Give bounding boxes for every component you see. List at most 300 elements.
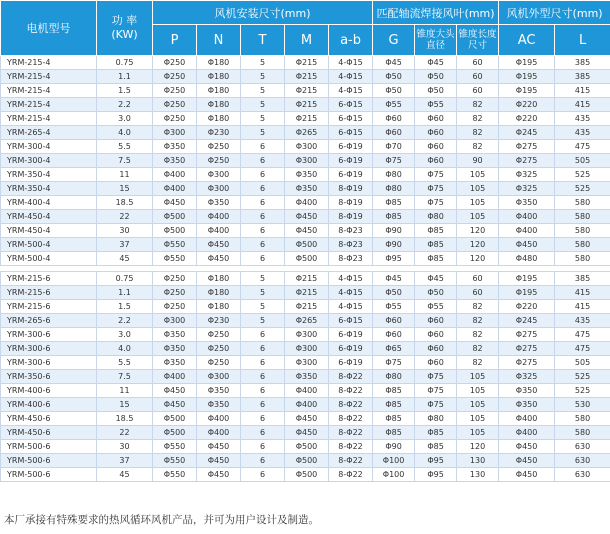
cell-cone-diameter: Φ60 — [415, 328, 457, 342]
cell-m: Φ265 — [285, 126, 329, 140]
cell-cone-diameter: Φ85 — [415, 440, 457, 454]
cell-t: 6 — [241, 440, 285, 454]
cell-ab: 4-Φ15 — [329, 70, 373, 84]
cell-ac: Φ195 — [499, 84, 555, 98]
cell-cone-length: 60 — [457, 56, 499, 70]
cell-ab: 8-Φ22 — [329, 370, 373, 384]
cell-ac: Φ195 — [499, 286, 555, 300]
cell-p: Φ350 — [153, 328, 197, 342]
cell-m: Φ300 — [285, 328, 329, 342]
cell-p: Φ300 — [153, 126, 197, 140]
cell-cone-diameter: Φ80 — [415, 412, 457, 426]
cell-p: Φ550 — [153, 468, 197, 482]
cell-power: 22 — [97, 426, 153, 440]
cell-n: Φ180 — [197, 70, 241, 84]
cell-ac: Φ245 — [499, 314, 555, 328]
table-row — [1, 370, 610, 384]
cell-power: 3.0 — [97, 328, 153, 342]
cell-model: YRM-500-6 — [1, 440, 97, 454]
cell-p: Φ350 — [153, 154, 197, 168]
table-row — [1, 426, 610, 440]
cell-ac: Φ195 — [499, 272, 555, 286]
cell-cone-diameter: Φ85 — [415, 224, 457, 238]
cell-model: YRM-400-6 — [1, 398, 97, 412]
cell-l: 435 — [555, 126, 610, 140]
table-row — [1, 56, 610, 70]
cell-g: Φ50 — [373, 84, 415, 98]
cell-g: Φ80 — [373, 370, 415, 384]
cell-n: Φ250 — [197, 154, 241, 168]
cell-m: Φ300 — [285, 154, 329, 168]
cell-n: Φ250 — [197, 328, 241, 342]
cell-model: YRM-450-6 — [1, 426, 97, 440]
cell-p: Φ300 — [153, 314, 197, 328]
cell-n: Φ300 — [197, 370, 241, 384]
cell-model: YRM-350-4 — [1, 182, 97, 196]
cell-n: Φ450 — [197, 454, 241, 468]
table-row — [1, 154, 610, 168]
table-row — [1, 356, 610, 370]
cell-cone-diameter: Φ60 — [415, 356, 457, 370]
cell-n: Φ180 — [197, 300, 241, 314]
cell-l: 435 — [555, 314, 610, 328]
cell-n: Φ250 — [197, 356, 241, 370]
cell-power: 37 — [97, 454, 153, 468]
cell-ac: Φ275 — [499, 140, 555, 154]
cell-t: 6 — [241, 140, 285, 154]
cell-cone-length: 105 — [457, 412, 499, 426]
cell-ab: 6-Φ19 — [329, 140, 373, 154]
cell-p: Φ450 — [153, 384, 197, 398]
cell-t: 5 — [241, 126, 285, 140]
cell-n: Φ450 — [197, 252, 241, 266]
table-row — [1, 468, 610, 482]
cell-g: Φ60 — [373, 112, 415, 126]
cell-n: Φ250 — [197, 342, 241, 356]
cell-cone-length: 105 — [457, 210, 499, 224]
cell-t: 6 — [241, 154, 285, 168]
cell-n: Φ400 — [197, 210, 241, 224]
cell-cone-diameter: Φ60 — [415, 126, 457, 140]
cell-ac: Φ450 — [499, 454, 555, 468]
cell-cone-length: 82 — [457, 328, 499, 342]
cell-cone-length: 105 — [457, 384, 499, 398]
cell-t: 6 — [241, 182, 285, 196]
cell-cone-diameter: Φ80 — [415, 210, 457, 224]
table-row — [1, 342, 610, 356]
cell-m: Φ500 — [285, 252, 329, 266]
table-row — [1, 412, 610, 426]
table-row — [1, 224, 610, 238]
cell-ab: 6-Φ19 — [329, 328, 373, 342]
cell-l: 475 — [555, 342, 610, 356]
cell-cone-diameter: Φ75 — [415, 182, 457, 196]
cell-ab: 6-Φ15 — [329, 112, 373, 126]
cell-p: Φ500 — [153, 412, 197, 426]
cell-ab: 8-Φ23 — [329, 252, 373, 266]
cell-n: Φ300 — [197, 182, 241, 196]
cell-n: Φ350 — [197, 384, 241, 398]
cell-cone-diameter: Φ60 — [415, 112, 457, 126]
cell-power: 5.5 — [97, 140, 153, 154]
table-row — [1, 168, 610, 182]
cell-model: YRM-300-4 — [1, 140, 97, 154]
cell-m: Φ500 — [285, 440, 329, 454]
header-l: L — [555, 25, 610, 56]
cell-m: Φ215 — [285, 272, 329, 286]
cell-cone-diameter: Φ75 — [415, 384, 457, 398]
cell-n: Φ400 — [197, 224, 241, 238]
cell-g: Φ75 — [373, 154, 415, 168]
cell-g: Φ85 — [373, 398, 415, 412]
cell-cone-length: 120 — [457, 440, 499, 454]
cell-l: 415 — [555, 98, 610, 112]
cell-model: YRM-215-4 — [1, 70, 97, 84]
cell-g: Φ75 — [373, 356, 415, 370]
table-row — [1, 272, 610, 286]
cell-model: YRM-500-4 — [1, 238, 97, 252]
cell-cone-length: 60 — [457, 286, 499, 300]
cell-ab: 8-Φ19 — [329, 210, 373, 224]
cell-power: 7.5 — [97, 370, 153, 384]
table-row — [1, 238, 610, 252]
cell-ab: 6-Φ19 — [329, 342, 373, 356]
cell-g: Φ95 — [373, 252, 415, 266]
cell-power: 4.0 — [97, 342, 153, 356]
cell-t: 6 — [241, 252, 285, 266]
cell-t: 5 — [241, 84, 285, 98]
cell-t: 5 — [241, 286, 285, 300]
cell-g: Φ85 — [373, 384, 415, 398]
cell-ac: Φ350 — [499, 398, 555, 412]
cell-t: 6 — [241, 168, 285, 182]
cell-ac: Φ245 — [499, 126, 555, 140]
cell-ac: Φ220 — [499, 112, 555, 126]
cell-cone-length: 60 — [457, 70, 499, 84]
cell-power: 1.5 — [97, 84, 153, 98]
cell-model: YRM-450-6 — [1, 412, 97, 426]
cell-p: Φ250 — [153, 84, 197, 98]
cell-l: 415 — [555, 84, 610, 98]
cell-g: Φ45 — [373, 272, 415, 286]
table-row — [1, 84, 610, 98]
cell-ab: 8-Φ22 — [329, 426, 373, 440]
cell-p: Φ350 — [153, 356, 197, 370]
cell-model: YRM-450-4 — [1, 210, 97, 224]
cell-cone-diameter: Φ85 — [415, 252, 457, 266]
cell-model: YRM-450-4 — [1, 224, 97, 238]
cell-ab: 6-Φ15 — [329, 314, 373, 328]
table-row — [1, 98, 610, 112]
cell-m: Φ350 — [285, 168, 329, 182]
table-row — [1, 196, 610, 210]
cell-l: 580 — [555, 196, 610, 210]
cell-cone-diameter: Φ60 — [415, 140, 457, 154]
cell-m: Φ215 — [285, 112, 329, 126]
cell-ac: Φ195 — [499, 56, 555, 70]
cell-ab: 6-Φ15 — [329, 98, 373, 112]
cell-power: 2.2 — [97, 98, 153, 112]
cell-p: Φ350 — [153, 342, 197, 356]
cell-cone-diameter: Φ75 — [415, 370, 457, 384]
cell-m: Φ350 — [285, 370, 329, 384]
cell-l: 525 — [555, 168, 610, 182]
cell-p: Φ500 — [153, 426, 197, 440]
cell-cone-length: 120 — [457, 238, 499, 252]
cell-t: 6 — [241, 426, 285, 440]
cell-n: Φ350 — [197, 196, 241, 210]
cell-power: 1.5 — [97, 300, 153, 314]
cell-p: Φ250 — [153, 98, 197, 112]
cell-model: YRM-500-4 — [1, 252, 97, 266]
cell-g: Φ90 — [373, 224, 415, 238]
cell-cone-length: 105 — [457, 196, 499, 210]
cell-power: 1.1 — [97, 70, 153, 84]
cell-l: 475 — [555, 140, 610, 154]
header-ac: AC — [499, 25, 555, 56]
cell-ab: 8-Φ19 — [329, 196, 373, 210]
cell-n: Φ180 — [197, 272, 241, 286]
table-row — [1, 328, 610, 342]
cell-cone-length: 130 — [457, 468, 499, 482]
cell-t: 6 — [241, 342, 285, 356]
cell-model: YRM-350-4 — [1, 168, 97, 182]
cell-ac: Φ400 — [499, 210, 555, 224]
cell-m: Φ300 — [285, 356, 329, 370]
cell-l: 580 — [555, 210, 610, 224]
table-row — [1, 454, 610, 468]
cell-l: 385 — [555, 70, 610, 84]
cell-p: Φ250 — [153, 300, 197, 314]
cell-ab: 8-Φ22 — [329, 468, 373, 482]
cell-l: 580 — [555, 426, 610, 440]
cell-m: Φ215 — [285, 300, 329, 314]
cell-ac: Φ220 — [499, 300, 555, 314]
cell-t: 6 — [241, 210, 285, 224]
cell-ab: 4-Φ15 — [329, 272, 373, 286]
header-ab: a-b — [329, 25, 373, 56]
cell-l: 525 — [555, 370, 610, 384]
cell-g: Φ85 — [373, 426, 415, 440]
cell-ab: 4-Φ15 — [329, 286, 373, 300]
cell-l: 525 — [555, 384, 610, 398]
cell-p: Φ250 — [153, 286, 197, 300]
cell-model: YRM-300-4 — [1, 154, 97, 168]
cell-model: YRM-215-4 — [1, 98, 97, 112]
cell-ac: Φ325 — [499, 168, 555, 182]
cell-ab: 6-Φ19 — [329, 154, 373, 168]
table-row — [1, 126, 610, 140]
cell-p: Φ400 — [153, 182, 197, 196]
header-cone-diameter: 锥度大头直径 — [415, 25, 457, 56]
cell-cone-length: 105 — [457, 168, 499, 182]
cell-n: Φ180 — [197, 84, 241, 98]
cell-g: Φ85 — [373, 210, 415, 224]
cell-ab: 6-Φ15 — [329, 126, 373, 140]
cell-cone-diameter: Φ55 — [415, 98, 457, 112]
header-install-size: 风机安装尺寸(mm) — [153, 1, 373, 25]
cell-m: Φ265 — [285, 314, 329, 328]
cell-t: 6 — [241, 224, 285, 238]
cell-m: Φ450 — [285, 224, 329, 238]
cell-t: 5 — [241, 272, 285, 286]
table-row — [1, 210, 610, 224]
cell-ac: Φ400 — [499, 412, 555, 426]
cell-n: Φ300 — [197, 168, 241, 182]
cell-n: Φ250 — [197, 140, 241, 154]
table-header — [1, 1, 610, 56]
cell-cone-diameter: Φ75 — [415, 168, 457, 182]
cell-p: Φ450 — [153, 398, 197, 412]
cell-l: 530 — [555, 398, 610, 412]
cell-cone-length: 120 — [457, 252, 499, 266]
cell-model: YRM-215-6 — [1, 300, 97, 314]
cell-m: Φ450 — [285, 412, 329, 426]
cell-g: Φ100 — [373, 468, 415, 482]
cell-power: 0.75 — [97, 272, 153, 286]
table-body — [1, 56, 610, 482]
cell-l: 385 — [555, 272, 610, 286]
cell-ac: Φ450 — [499, 440, 555, 454]
header-n: N — [197, 25, 241, 56]
cell-t: 6 — [241, 356, 285, 370]
cell-n: Φ180 — [197, 112, 241, 126]
cell-power: 45 — [97, 468, 153, 482]
cell-model: YRM-300-6 — [1, 328, 97, 342]
cell-g: Φ60 — [373, 328, 415, 342]
cell-cone-length: 82 — [457, 342, 499, 356]
cell-model: YRM-350-6 — [1, 370, 97, 384]
cell-model: YRM-500-6 — [1, 454, 97, 468]
cell-ac: Φ450 — [499, 468, 555, 482]
cell-m: Φ450 — [285, 210, 329, 224]
cell-cone-length: 105 — [457, 370, 499, 384]
cell-t: 6 — [241, 384, 285, 398]
cell-ab: 6-Φ19 — [329, 356, 373, 370]
table-row — [1, 300, 610, 314]
cell-model: YRM-400-4 — [1, 196, 97, 210]
cell-model: YRM-215-4 — [1, 56, 97, 70]
cell-cone-length: 105 — [457, 182, 499, 196]
cell-power: 15 — [97, 398, 153, 412]
cell-cone-diameter: Φ55 — [415, 300, 457, 314]
cell-cone-diameter: Φ50 — [415, 84, 457, 98]
cell-l: 580 — [555, 412, 610, 426]
cell-t: 6 — [241, 370, 285, 384]
cell-ac: Φ325 — [499, 182, 555, 196]
cell-cone-diameter: Φ50 — [415, 286, 457, 300]
cell-l: 415 — [555, 300, 610, 314]
cell-cone-diameter: Φ95 — [415, 468, 457, 482]
cell-m: Φ400 — [285, 196, 329, 210]
cell-model: YRM-400-6 — [1, 384, 97, 398]
header-g: G — [373, 25, 415, 56]
cell-l: 580 — [555, 224, 610, 238]
cell-power: 3.0 — [97, 112, 153, 126]
cell-p: Φ350 — [153, 140, 197, 154]
cell-p: Φ550 — [153, 440, 197, 454]
cell-power: 15 — [97, 182, 153, 196]
cell-l: 415 — [555, 286, 610, 300]
cell-cone-diameter: Φ45 — [415, 56, 457, 70]
cell-power: 37 — [97, 238, 153, 252]
cell-n: Φ230 — [197, 314, 241, 328]
cell-ac: Φ275 — [499, 356, 555, 370]
header-t: T — [241, 25, 285, 56]
cell-model: YRM-215-4 — [1, 84, 97, 98]
cell-n: Φ180 — [197, 98, 241, 112]
cell-power: 30 — [97, 224, 153, 238]
cell-m: Φ350 — [285, 182, 329, 196]
cell-cone-length: 82 — [457, 140, 499, 154]
cell-t: 6 — [241, 238, 285, 252]
cell-ac: Φ350 — [499, 196, 555, 210]
cell-power: 22 — [97, 210, 153, 224]
cell-power: 18.5 — [97, 196, 153, 210]
cell-t: 5 — [241, 98, 285, 112]
cell-cone-diameter: Φ60 — [415, 314, 457, 328]
cell-m: Φ450 — [285, 426, 329, 440]
cell-ac: Φ220 — [499, 98, 555, 112]
cell-g: Φ60 — [373, 126, 415, 140]
footnote: 本厂承接有特殊要求的热风循环风机产品，并可为用户设计及制造。 — [4, 514, 319, 526]
cell-m: Φ500 — [285, 468, 329, 482]
cell-g: Φ90 — [373, 238, 415, 252]
cell-g: Φ55 — [373, 98, 415, 112]
cell-t: 6 — [241, 468, 285, 482]
cell-cone-length: 90 — [457, 154, 499, 168]
header-p: P — [153, 25, 197, 56]
cell-cone-length: 120 — [457, 224, 499, 238]
cell-ab: 4-Φ15 — [329, 300, 373, 314]
cell-g: Φ70 — [373, 140, 415, 154]
cell-l: 630 — [555, 454, 610, 468]
cell-cone-length: 60 — [457, 272, 499, 286]
table-row — [1, 182, 610, 196]
cell-t: 5 — [241, 56, 285, 70]
cell-p: Φ400 — [153, 168, 197, 182]
cell-m: Φ215 — [285, 56, 329, 70]
cell-l: 505 — [555, 356, 610, 370]
cell-power: 30 — [97, 440, 153, 454]
cell-l: 580 — [555, 252, 610, 266]
cell-cone-diameter: Φ85 — [415, 426, 457, 440]
cell-cone-diameter: Φ75 — [415, 398, 457, 412]
cell-l: 435 — [555, 112, 610, 126]
cell-l: 505 — [555, 154, 610, 168]
table-row — [1, 440, 610, 454]
cell-m: Φ500 — [285, 454, 329, 468]
cell-power: 2.2 — [97, 314, 153, 328]
cell-t: 5 — [241, 300, 285, 314]
cell-m: Φ215 — [285, 84, 329, 98]
cell-power: 1.1 — [97, 286, 153, 300]
cell-n: Φ450 — [197, 238, 241, 252]
cell-cone-diameter: Φ75 — [415, 196, 457, 210]
cell-ac: Φ400 — [499, 426, 555, 440]
cell-ac: Φ275 — [499, 154, 555, 168]
cell-l: 630 — [555, 440, 610, 454]
cell-p: Φ550 — [153, 238, 197, 252]
cell-ac: Φ480 — [499, 252, 555, 266]
cell-ac: Φ275 — [499, 328, 555, 342]
cell-cone-length: 60 — [457, 84, 499, 98]
cell-n: Φ180 — [197, 56, 241, 70]
cell-power: 11 — [97, 168, 153, 182]
table-row — [1, 314, 610, 328]
cell-model: YRM-215-6 — [1, 286, 97, 300]
table-row — [1, 286, 610, 300]
